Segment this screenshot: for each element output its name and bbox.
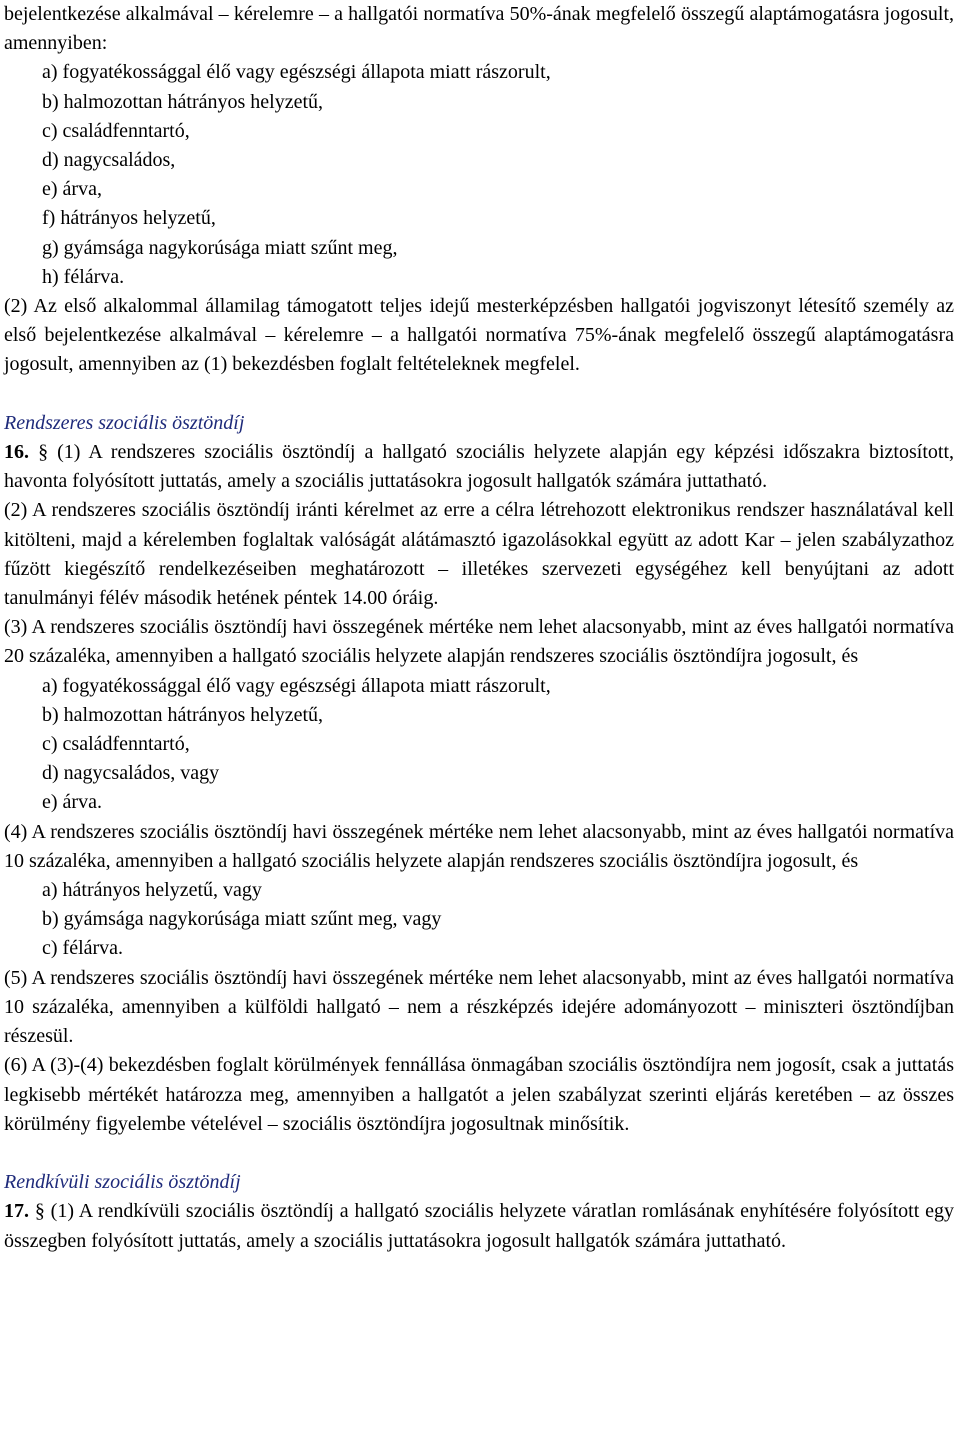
section-16-paragraph-1 [4, 438, 954, 496]
list-item: c) családfenntartó, [42, 119, 190, 142]
section-16-number: 16. [4, 441, 29, 464]
section-16-paragraph-5: (5) A rendszeres szociális ösztöndíj havi összegének mértéke nem lehet alacsonyabb, mint az éves hallgatói normatíva 10 százaléka, amennyiben a külföldi hallgató – nem a részképzés idejére adományozott – miniszteri ösztöndíjban részesül. [4, 966, 954, 1048]
list-item: b) halmozottan hátrányos helyzetű, [42, 90, 324, 113]
section-16-p1-text: § (1) A rendszeres szociális ösztöndíj a hallgató szociális helyzete alapján egy képzési időszakra biztosított, havonta folyósított juttatás, amely a szociális juttatásokra jogosult hallgatók számára juttatható. [4, 441, 954, 493]
section-16-paragraph-4: (4) A rendszeres szociális ösztöndíj havi összegének mértéke nem lehet alacsonyabb, mint az éves hallgatói normatíva 10 százaléka, amennyiben a hallgató szociális helyzete alapján rendszeres szociális ösztöndíjra jogosult, és [4, 820, 954, 872]
list-item: a) fogyatékossággal élő vagy egészségi állapota miatt rászorult, [42, 61, 551, 84]
intro-paragraph: bejelentkezése alkalmával – kérelemre – a hallgatói normatíva 50%-ának megfelelő összegű alaptámogatásra jogosult, amennyiben: [4, 3, 954, 55]
list-item: g) gyámsága nagykorúsága miatt szűnt meg, [42, 236, 398, 259]
spacer [4, 380, 954, 409]
section-17-number: 17. [4, 1200, 29, 1223]
section-16-paragraph-3: (3) A rendszeres szociális ösztöndíj havi összegének mértéke nem lehet alacsonyabb, mint az éves hallgatói normatíva 20 százaléka, amennyiben a hallgató szociális helyzete alapján rendszeres szociális ösztöndíjra jogosult, és [4, 616, 954, 668]
document-page [4, 0, 954, 1256]
list-item: b) gyámsága nagykorúsága miatt szűnt meg, vagy [42, 908, 442, 931]
section-16-paragraph-2: (2) A rendszeres szociális ösztöndíj iránti kérelmet az erre a célra létrehozott elektronikus rendszer használatával kell kitölteni, majd a kérelemben foglaltak valóságát alátámasztó igazolásokkal együtt az adott Kar – jelen szabályzathoz fűzött kiegészítő rendelkezéseiben meghatározott – illetékes szervezeti egységéhez kell benyújtani az adott tanulmányi félév második hetének péntek 14.00 óráig. [4, 499, 954, 610]
list-item: d) nagycsaládos, [42, 149, 176, 172]
list-item: e) árva, [42, 178, 102, 201]
list-item: a) fogyatékossággal élő vagy egészségi állapota miatt rászorult, [42, 674, 551, 697]
list-item: c) félárva. [42, 937, 124, 960]
section-17-paragraph-1 [4, 1197, 954, 1255]
list-item: b) halmozottan hátrányos helyzetű, [42, 703, 324, 726]
section-17-heading: Rendkívüli szociális ösztöndíj [4, 1171, 241, 1194]
intro-paragraph-2: (2) Az első alkalommal államilag támogatott teljes idejű mesterképzésben hallgatói jogviszonyt létesítő személy az első bejelentkezése alkalmával – kérelemre – a hallgatói normatíva 75%-ának megfelelő összegű alaptámogatásra jogosult, amennyiben az (1) bekezdésben foglalt feltételeknek megfelel. [4, 295, 954, 376]
spacer [4, 1139, 954, 1168]
section-16-heading: Rendszeres szociális ösztöndíj [4, 411, 245, 434]
section-17-p1-text: § (1) A rendkívüli szociális ösztöndíj a hallgató szociális helyzete váratlan romlásának enyhítésére folyósított egy összegben folyósított juttatás, amely a szociális juttatásokra jogosult hallgatók számára juttatható. [4, 1200, 955, 1252]
section-16-p3-list [4, 672, 954, 818]
list-item: c) családfenntartó, [42, 733, 190, 756]
list-item: a) hátrányos helyzetű, vagy [42, 879, 262, 902]
list-item: e) árva. [42, 791, 102, 814]
intro-list [4, 58, 954, 292]
list-item: d) nagycsaládos, vagy [42, 762, 220, 785]
section-16-paragraph-6: (6) A (3)-(4) bekezdésben foglalt körülmények fennállása önmagában szociális ösztöndíjra nem jogosít, csak a juttatás legkisebb mértékét határozza meg, amennyiben a hallgatót a jelen szabályzat szerinti eljárás keretében – az összes körülmény figyelembe vételével – szociális ösztöndíjra jogosultnak minősítik. [4, 1054, 954, 1135]
section-16-p4-list [4, 876, 954, 964]
list-item: h) félárva. [42, 265, 125, 288]
list-item: f) hátrányos helyzetű, [42, 207, 216, 230]
